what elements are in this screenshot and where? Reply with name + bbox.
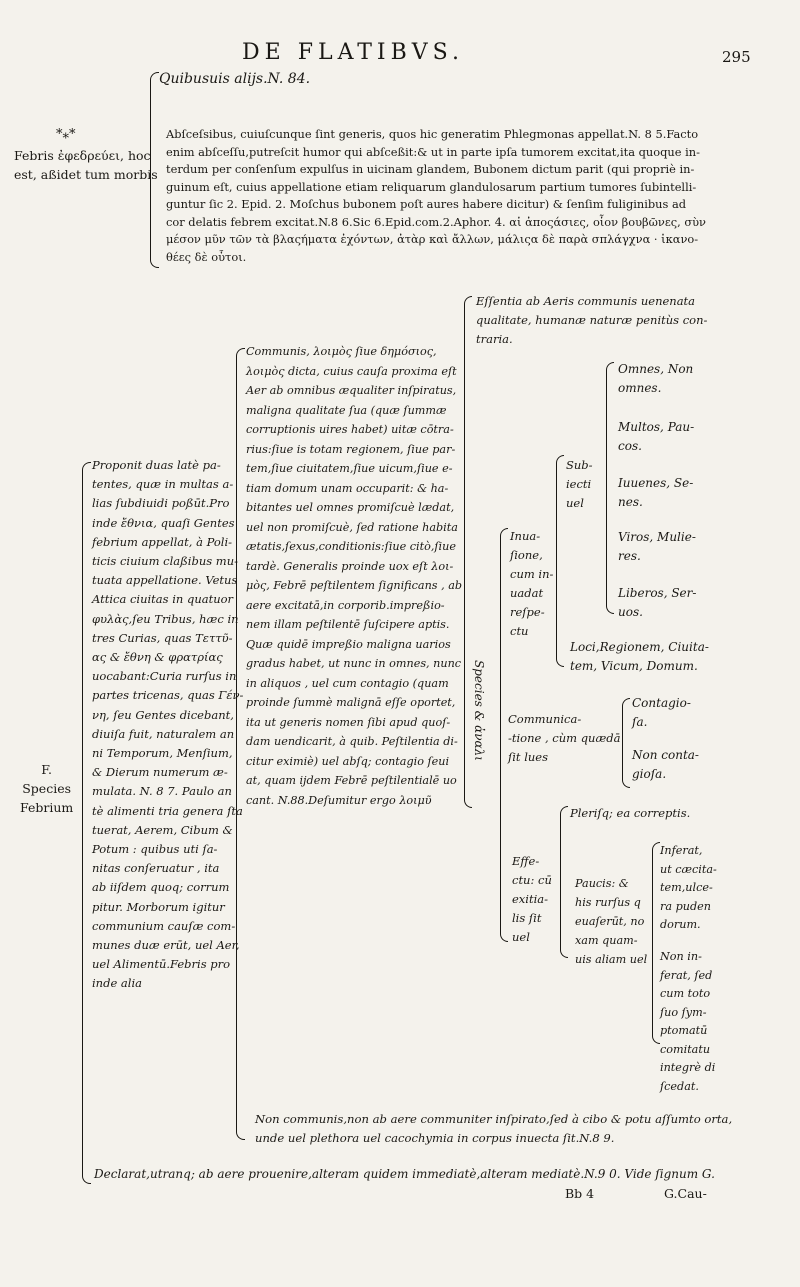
proponit-text: Proponit duas latè pa- tentes, quæ in multas a- lias ſubdiuidi poßūt.Pro inde ἔθνια, quaſi Gentes febrium appellat, à Poli- ticis ciuium claßibus mu- tuata appellatione. Vetus Attica ciuitas in quatuor φυλὰς,ſeu Tribus, hæc in tres Curias, quas Τεττῦ- ας & ἔθνη & φρατρίας uocabant:Curia rurſus in partes tricenas, quas Γέν- νη, ſeu Gentes dicebant, diuiſa fuit, naturalem an ni Temporum, Menſium, & Dierum numerum æ- mulata. N. 8 7. Paulo an tè alimenti tria genera ſta tuerat, Aerem, Cibum & Potum : quibus uti ſa- nitas conſeruatur , ita ab iiſdem quoq; corrum pitur. Morborum igitur communium cauſæ com- munes duæ erūt, uel Aer, uel Alimentū.Febris pro inde alia <box>92 458 244 991</box>
species-label: Species & ἀναλι <box>472 660 486 761</box>
catchword: G.Cau- <box>664 1186 707 1201</box>
brace-communis <box>236 348 245 1140</box>
multos-text: Multos, Pau- cos. <box>618 420 695 453</box>
subiecti-text: Sub- iecti uel <box>566 458 593 510</box>
running-title: DE FLATIBVS. <box>242 40 464 65</box>
essentia-text: Eſſentia ab Aeris communis uenenata qualitate, humanæ naturæ penitùs con- traria. <box>476 294 708 346</box>
inuasione-text: Inua- ſione, cum in- uadat reſpe- ctu <box>510 529 554 638</box>
signature-mark: Bb 4 <box>565 1186 595 1201</box>
iuuenes-text: Iuuenes, Se- nes. <box>618 476 694 509</box>
plerisq-text: Pleriſq; ea correptis. <box>570 806 691 820</box>
communicatione-text: Communica- -tione , cùm quædā ſit lues <box>508 712 621 764</box>
brace-effectu <box>560 806 568 958</box>
viros-text: Viros, Mulie- res. <box>618 530 696 563</box>
brace-modes <box>500 528 508 942</box>
brace-subiecti <box>556 455 564 667</box>
declarat-text: Declarat,utranq; ab aere prouenire,alteram quidem immediatè,alteram mediatè.N.9 0. Vide ſignum G. <box>94 1167 715 1181</box>
lead-entry: Quibusuis alijs.N. 84. <box>159 71 311 87</box>
brace-species-analysis <box>464 296 472 808</box>
non-inferat-text: Non in- ferat, ſed cum toto ſuo ſym- ptomatū comitatu integrè di ſcedat. <box>660 950 716 1093</box>
liberos-text: Liberos, Ser- uos. <box>618 586 697 619</box>
contagiosa-text: Contagio- ſa. <box>632 696 691 729</box>
non-communis-text: Non communis,non ab aere communiter inſpirato,ſed à cibo & potu aſſumto orta, unde uel plethora uel cacochymia in corpus inuecta ſit.N.8 9. <box>255 1112 733 1145</box>
febris-label: Febris ἐφεδρεύει, hoc est, aßidet tum morbis <box>14 148 158 182</box>
communis-text: Communis, λοιμὸς ſiue δημόσιος, λοιμὸς dicta, cuius cauſa proxima eſt Aer ab omnibus æqualiter inſpiratus, maligna qualitate ſua (quæ ſummæ corruptionis uires habet) uitæ cōtra- rius:ſiue is totam regionem, ſiue par- tem,ſiue ciuitatem,ſiue uicum,ſiue e- tiam domum unam occuparit: & ha- bitantes uel omnes promiſcuè lædat, uel non promiſcuè, ſed ratione habita ætatis,ſexus,conditionis:ſiue citò,ſiue tardè. Generalis proinde uox eſt λοι- μὸς, Febrē peſtilentem ſignificans , ab aere excitatā,in corporib.impreßio- nem illam peſtilentē ſuſcipere aptis. Quæ quidē impreßio maligna uarios gradus habet, ut nunc in omnes, nunc in aliquos , uel cum contagio (quam proinde ſummè malignā eſſe oportet, ita ut generis nomen ſibi apud quoſ- dam uendicarit, à quib. Peſtilentia di- citur eximiè) uel abſq; contagio ſeui at, quam ijdem Febrē peſtilentialē uo cant. N.88.Deſumitur ergo λοιμῦ <box>246 345 463 807</box>
loci-text: Loci,Regionem, Ciuita- tem, Vicum, Domum. <box>570 640 709 673</box>
species-febrium-label: F. Species Febrium <box>20 762 74 815</box>
abscessibus-text: Abſceſsibus, cuiuſcunque ſint generis, quos hic generatim Phlegmonas appellat.N. 8 5.Facto enim abſceſſu,putreſcit humor qui abſceßit:& ut in parte ipſa tumorem excitat,ita quoque in- terdum per conſenſum expulſus in uicinam glandem, Bubonem dictum parit (qui propriè in- guinum eſt, cuius appellatione etiam reliquarum glandulosarum partium tumores ſubintelli- guntur ſic 2. Epid. 2. Moſchus bubonem poſt aures habere dicitur) & ſenſim fuliginibus ad cor delatis febrem excitat.N.8 6.Sic 6.Epid.com.2.Aphor. 4. αἱ ἀποςάσιες, οἷον βουβῶνες, σὺν μέσον μῦν τῶν τὰ βλαςήματα ἐχόντων, ἀτὰρ καὶ ἄλλων, μάλιςα δὲ παρὰ σπλάγχνα · ἱκανο- θέες δὲ οὗτοι. <box>166 127 706 264</box>
brace-species <box>82 462 91 1184</box>
brace-persons <box>606 362 614 614</box>
non-contagiosa-text: Non conta- gioſa. <box>632 748 699 781</box>
paucis-text: Paucis: & his rurſus q euaſerūt, no xam quam- uis aliam uel <box>575 877 648 966</box>
inferat-text: Inferat, ut cæcita- tem,ulce- ra puden dorum. <box>660 844 717 931</box>
brace-inferat <box>652 842 660 1044</box>
page-number: 295 <box>722 48 751 66</box>
asterism: *⁎* <box>56 127 76 142</box>
effectu-text: Effe- ctu: cū exitia- lis ſit uel <box>512 854 552 944</box>
brace-contagio <box>622 698 630 788</box>
omnes-text: Omnes, Non omnes. <box>618 362 694 395</box>
